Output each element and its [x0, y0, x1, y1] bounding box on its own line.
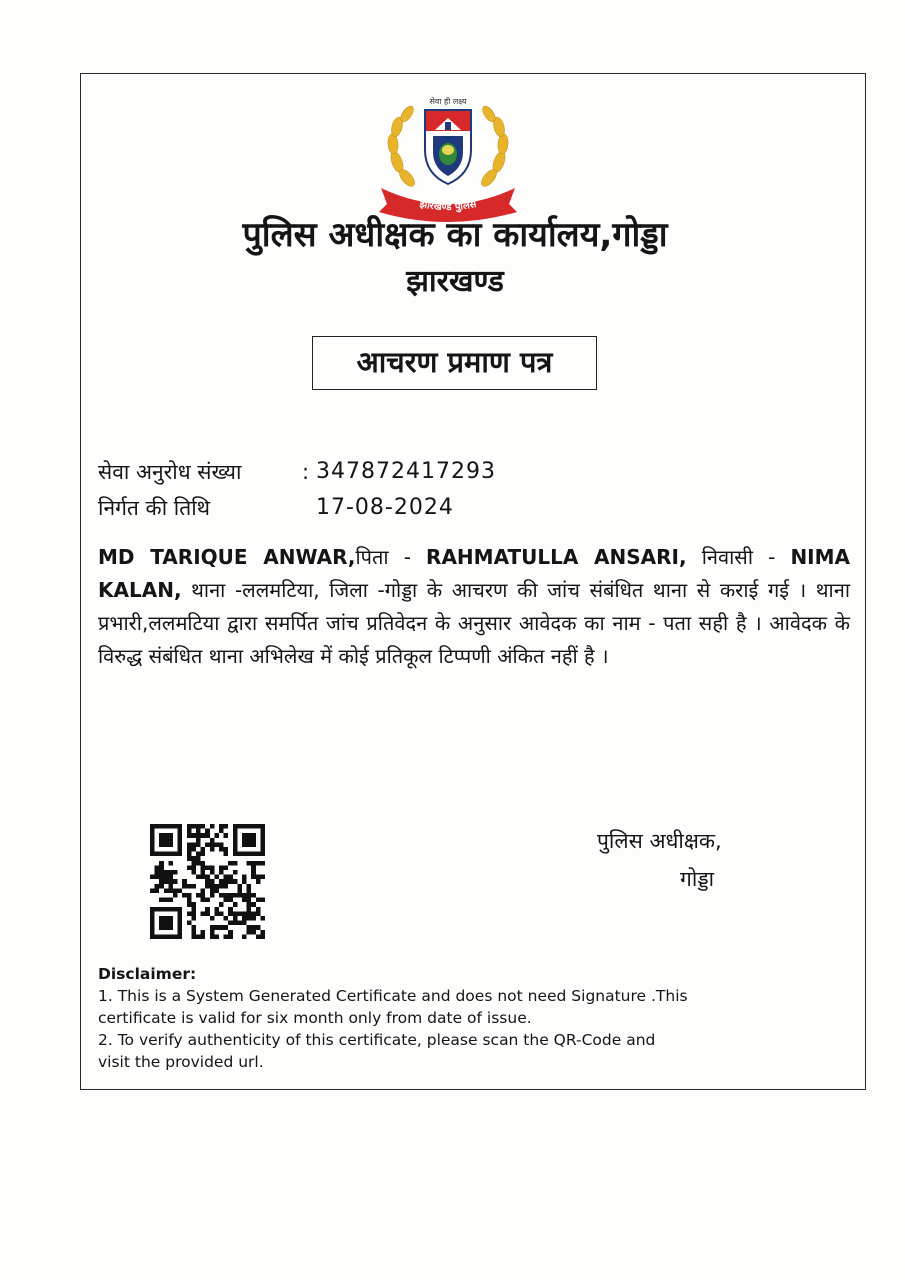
disclaimer-line: certificate is valid for six month only from date of issue.	[98, 1009, 532, 1027]
certificate-body	[98, 541, 850, 673]
disclaimer	[98, 963, 798, 1073]
resident-label: निवासी -	[686, 545, 791, 569]
request-number-separator: :	[302, 460, 310, 484]
certificate-title: आचरण प्रमाण पत्र	[312, 336, 597, 390]
father-name: RAHMATULLA ANSARI,	[426, 545, 687, 569]
qr-modules	[150, 824, 265, 939]
state-title: झारखण्ड	[406, 264, 504, 299]
svg-text:झारखण्ड पुलिस	[418, 198, 479, 213]
disclaimer-line: visit the provided url.	[98, 1053, 264, 1071]
signatory-designation: पुलिस अधीक्षक,	[597, 829, 722, 853]
jharkhand-police-emblem	[375, 92, 521, 222]
request-number-value: 347872417293	[316, 459, 496, 484]
emblem-ribbon-text: झारखण्ड पुलिस	[418, 199, 478, 214]
signatory-place: गोड्डा	[680, 867, 715, 891]
disclaimer-line: 1. This is a System Generated Certificate and does not need Signature .This	[98, 987, 688, 1005]
qr-code-icon[interactable]	[150, 824, 265, 939]
applicant-name: MD TARIQUE ANWAR,	[98, 545, 356, 569]
emblem-motto: सेवा ही लक्ष्य	[429, 97, 467, 106]
body-remaining-text: थाना -ललमटिया, जिला -गोड्डा के आचरण की जांच संबंधित थाना से कराई गई । थाना प्रभारी,ललमटिया द्वारा समर्पित जांच प्रतिवेदन के अनुसार आवेदक का नाम - पता सही है । आवेदक के विरुद्ध संबंधित थाना अभिलेख में कोई प्रतिकूल टिप्पणी अंकित नहीं है ।	[98, 578, 850, 668]
office-title: पुलिस अधीक्षक का कार्यालय,गोड्डा	[242, 215, 668, 255]
disclaimer-line: 2. To verify authenticity of this certificate, please scan the QR-Code and	[98, 1031, 656, 1049]
father-label: पिता -	[355, 545, 427, 569]
request-number-label: सेवा अनुरोध संख्या	[98, 460, 242, 484]
issue-date-label: निर्गत की तिथि	[98, 496, 211, 520]
issue-date-value: 17-08-2024	[316, 495, 454, 520]
disclaimer-heading: Disclaimer:	[98, 965, 197, 983]
village-name: NIMA KALAN,	[98, 545, 850, 602]
